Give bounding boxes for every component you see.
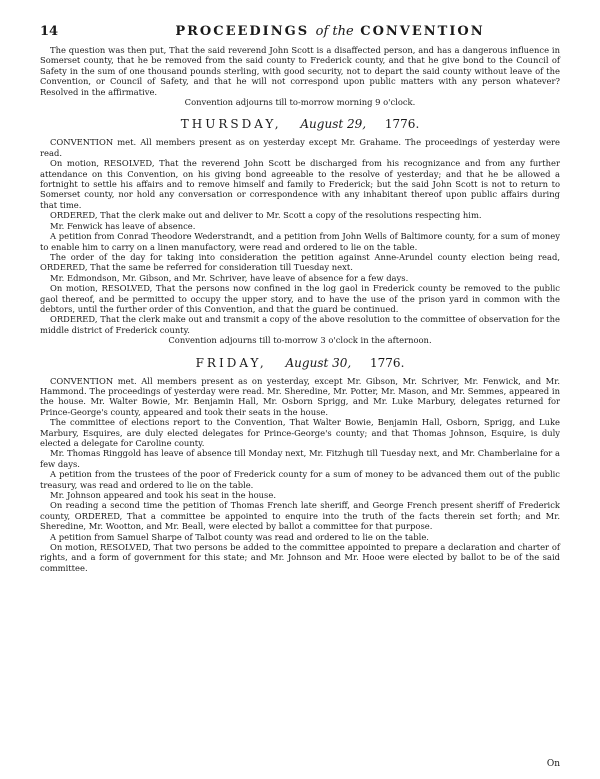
thursday-paragraph: ORDERED, That the clerk make out and transmit a copy of the above resolution to the committee of observation for the middle district of Frederick county.: [40, 314, 560, 335]
friday-day: FRIDAY,: [195, 355, 267, 370]
running-title-of: of the: [315, 24, 354, 39]
friday-heading: [40, 356, 560, 370]
friday-year: 1776.: [370, 355, 405, 370]
thursday-paragraph: Mr. Edmondson, Mr. Gibson, and Mr. Schriver, have leave of absence for a few days.: [50, 272, 409, 283]
friday-paragraph: On reading a second time the petition of Thomas French late sheriff, and George French present sheriff of Frederick county, ORDERED, That a committee be appointed to enquire into the truth of the facts therein set forth; and Mr. Sheredine, Mr. Wootton, and Mr. Beall, were elected by ballot a committee for that purpose.: [40, 500, 560, 532]
running-title-convention: CONVENTION: [360, 24, 485, 39]
friday-paragraph: A petition from Samuel Sharpe of Talbot county was read and ordered to lie on the table.: [50, 531, 429, 542]
thursday-paragraph: Mr. Fenwick has leave of absence.: [50, 220, 196, 231]
page-number: 14: [40, 24, 59, 39]
friday-date: August 30,: [285, 355, 352, 370]
thursday-paragraph: On motion, RESOLVED, That the persons now confined in the log gaol in Frederick county be removed to the public gaol thereof, and be permitted to occupy the upper story, and to have the use of the prison yard in common with the debtors, until the further order of this Convention, and that the guard be continued.: [40, 283, 560, 314]
thursday-day: THURSDAY,: [180, 117, 282, 132]
friday-paragraph: A petition from the trustees of the poor of Frederick county for a sum of money to be advanced them out of the public treasury, was read and ordered to lie on the table.: [40, 469, 560, 490]
opening-paragraph: The question was then put, That the said reverend John Scott is a disaffected person, and has a dangerous influence in Somerset county, that he be removed from the said county to Frederick county, and that he give bond to the Council of Safety in the sum of one thousand pounds sterling, with good security, not to depart the said county without leave of the Convention, or Council of Safety, and that he will not correspond upon public matters with any person whatever? Resolved in the affirmative.: [40, 45, 560, 97]
catchword: On: [546, 759, 560, 769]
opening-adjourn: Convention adjourns till to-morrow morning 9 o'clock.: [184, 97, 416, 108]
running-title-proceedings: PROCEEDINGS: [175, 24, 310, 39]
thursday-paragraph: On motion, RESOLVED, That the reverend John Scott be discharged from his recognizance and from any further attendance on this Convention, on his giving bond agreeable to the resolve of yesterday; and that he be allowed a fortnight to settle his affairs and to remove himself and family to Frederick; but the said John Scott is not to return to Somerset county, nor hold any conversation or correspondence with any inhabitant thereof upon public affairs during that time.: [40, 158, 560, 210]
friday-paragraph: Mr. Johnson appeared and took his seat in the house.: [50, 490, 276, 501]
thursday-adjourn: Convention adjourns till to-morrow 3 o'clock in the afternoon.: [168, 335, 432, 346]
thursday-paragraph: ORDERED, That the clerk make out and deliver to Mr. Scott a copy of the resolutions respecting him.: [50, 210, 482, 221]
thursday-paragraph: CONVENTION met. All members present as on yesterday except Mr. Grahame. The proceedings of yesterday were read.: [40, 137, 560, 158]
thursday-paragraph: A petition from Conrad Theodore Wederstrandt, and a petition from John Wells of Baltimore county, for a sum of money to enable him to carry on a linen manufactory, were read and ordered to lie on the table.: [40, 231, 560, 252]
thursday-heading: [40, 117, 560, 131]
thursday-year: 1776.: [384, 117, 420, 132]
running-title: [100, 24, 560, 39]
friday-paragraph: The committee of elections report to the Convention, That Walter Bowie, Benjamin Hall, Osborn, Sprigg, and Luke Marbury, Esquires, are duly elected delegates for Prince-George's county; and that Thomas Johnson, Esquire, is duly elected a delegate for Caroline county.: [40, 417, 560, 448]
friday-paragraph: Mr. Thomas Ringgold has leave of absence till Monday next, Mr. Fitzhugh till Tuesday next, and Mr. Chamberlaine for a few days.: [40, 448, 560, 469]
thursday-date: August 29,: [300, 117, 367, 132]
thursday-paragraph: The order of the day for taking into consideration the petition against Anne-Arundel county election being read, ORDERED, That the same be referred for consideration till Tuesday next.: [40, 251, 560, 273]
friday-paragraph: On motion, RESOLVED, That two persons be added to the committee appointed to prepare a declaration and charter of rights, and a form of government for this state; and Mr. Johnson and Mr. Hooe were elected by ballot to be of the said committee.: [40, 542, 560, 573]
running-header: [40, 24, 560, 39]
friday-paragraph: CONVENTION met. All members present as on yesterday, except Mr. Gibson, Mr. Schriver, Mr. Fenwick, and Mr. Hammond. The proceedings of yesterday were read. Mr. Sheredine, Mr. Potter, Mr. Mason, and Mr. Semmes, appeared in the house. Mr. Walter Bowie, Mr. Benjamin Hall, Mr. Osborn Sprigg, and Mr. Luke Marbury, delegates returned for Prince-George's county, appeared and took their seats in the house.: [40, 375, 560, 417]
